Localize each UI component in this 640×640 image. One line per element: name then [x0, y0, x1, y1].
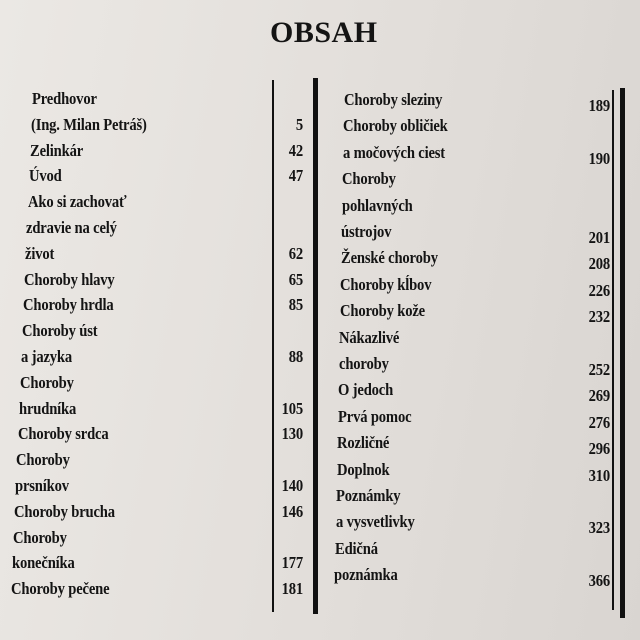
toc-entry-line: Zelinkár: [30, 140, 84, 160]
toc-entry-line: Choroby pečene: [11, 579, 110, 599]
toc-page-number: 140: [281, 476, 303, 495]
toc-page-number: 232: [588, 307, 610, 327]
toc-page-number: 65: [288, 269, 303, 289]
toc-page-number: 130: [281, 424, 303, 444]
toc-page-number: 105: [281, 398, 303, 418]
toc-entry-line: Úvod: [29, 166, 62, 186]
toc-page-number: 189: [588, 96, 610, 115]
toc-page-number: 201: [588, 228, 610, 247]
toc-entry-line: Choroby kĺbov: [340, 274, 432, 294]
toc-page-number: 269: [588, 386, 610, 406]
toc-page-number: 88: [288, 347, 303, 366]
toc-page-number: 85: [288, 295, 303, 315]
toc-entry-line: Choroby úst: [22, 321, 98, 341]
toc-entry-line: Rozličné: [337, 433, 390, 453]
toc-entry-line: Choroby srdca: [18, 424, 109, 444]
page-title: OBSAH: [270, 16, 378, 49]
toc-entry-line: (Ing. Milan Petráš): [31, 114, 147, 134]
toc-entry-line: Prvá pomoc: [338, 406, 412, 426]
toc-entry-line: Choroby: [16, 450, 70, 470]
right-column-divider-upper: [612, 90, 614, 610]
toc-entry-line: Nákazlivé: [339, 327, 400, 347]
toc-entry-line: Choroby sleziny: [344, 90, 443, 109]
toc-entry-line: Predhovor: [32, 89, 97, 108]
toc-entry-line: Choroby kože: [340, 301, 425, 321]
toc-page-number: 296: [588, 439, 610, 459]
toc-entry-line: Ako si zachovať: [28, 192, 127, 212]
toc-page-number: 42: [288, 140, 303, 160]
toc-page-number: 190: [588, 148, 610, 168]
toc-entry-line: a jazyka: [21, 347, 73, 366]
toc-page-number: 47: [288, 166, 303, 186]
toc-page-number: 208: [588, 254, 610, 274]
toc-entry-line: poznámka: [334, 565, 398, 585]
toc-page-number: 310: [588, 465, 610, 485]
toc-entry-line: Choroby: [342, 169, 396, 189]
toc-entry-line: Doplnok: [337, 459, 390, 479]
toc-page-number: 366: [588, 571, 610, 591]
toc-entry-line: Choroby hlavy: [24, 269, 115, 289]
toc-entry-line: Choroby brucha: [14, 501, 115, 521]
toc-entry-line: Choroby: [20, 372, 74, 392]
toc-entry-line: Choroby obličiek: [343, 116, 448, 136]
toc-entry-line: Ženské choroby: [341, 248, 438, 268]
toc-entry-line: choroby: [339, 354, 389, 373]
left-column-divider: [272, 80, 274, 612]
toc-entry-line: O jedoch: [338, 380, 394, 400]
toc-page-number: 146: [281, 501, 303, 521]
toc-page-number: 323: [588, 518, 610, 538]
toc-entry-line: Edičná: [335, 538, 378, 558]
toc-page-number: 181: [281, 579, 303, 599]
toc-entry-line: život: [25, 243, 55, 263]
toc-entry-line: konečníka: [12, 553, 75, 573]
toc-entry-line: pohlavných: [342, 195, 413, 215]
right-edge-thick-rule: [620, 88, 625, 618]
toc-entry-line: Choroby: [13, 527, 67, 547]
toc-entry-line: hrudníka: [19, 398, 77, 418]
toc-page-number: 62: [288, 243, 303, 263]
toc-entry-line: Poznámky: [336, 486, 401, 505]
center-thick-divider: [313, 78, 318, 614]
toc-page-number: 177: [281, 553, 303, 573]
toc-entry-line: prsníkov: [15, 476, 69, 495]
toc-page-number: 5: [295, 114, 303, 134]
toc-page-number: 252: [588, 360, 610, 379]
toc-entry-line: ústrojov: [341, 222, 392, 241]
toc-entry-line: a vysvetlivky: [336, 512, 415, 532]
toc-entry-line: Choroby hrdla: [23, 295, 114, 315]
toc-page-number: 276: [588, 412, 610, 432]
toc-page-number: 226: [588, 280, 610, 300]
toc-entry-line: a močových ciest: [343, 142, 446, 162]
toc-entry-line: zdravie na celý: [26, 218, 117, 237]
